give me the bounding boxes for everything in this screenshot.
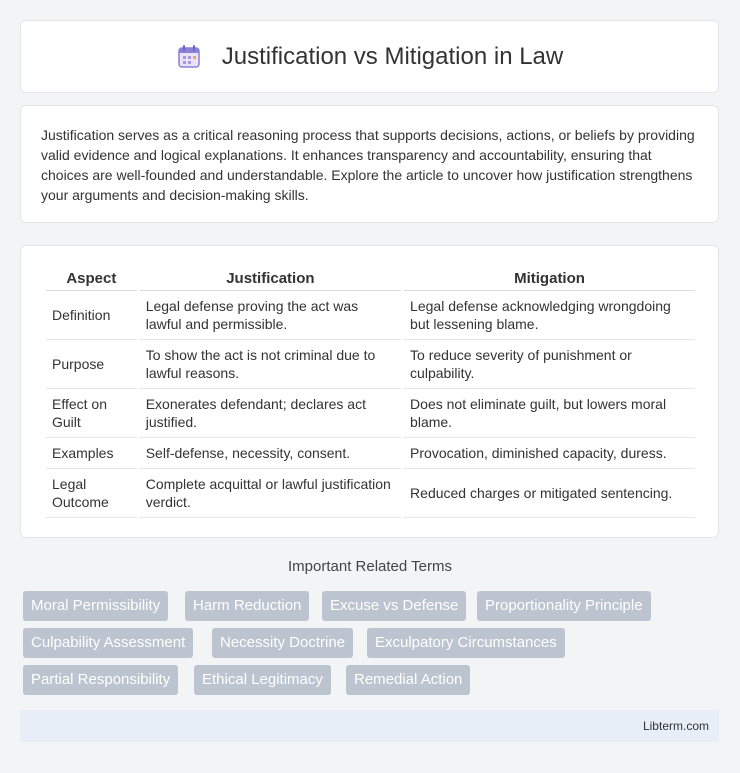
table-header-row xyxy=(46,266,695,291)
footer-site-link[interactable]: Libterm.com xyxy=(642,719,709,733)
intro-text: Justification serves as a critical reasoning process that supports decisions, actions, or beliefs by providing valid evidence and logical explanations. It enhances transparency and accountability, ensuring that choices are well-founded and understandable. Explore the article to uncover how justification strengthens your arguments and decision-making skills. xyxy=(41,127,695,203)
table-row xyxy=(46,389,695,438)
table-row xyxy=(46,291,695,340)
row-mitigation: Provocation, diminished capacity, duress. xyxy=(404,438,695,469)
tag-harm-reduction[interactable]: Harm Reduction xyxy=(185,591,309,621)
row-aspect: Examples xyxy=(46,438,137,469)
page-title: Justification vs Mitigation in Law xyxy=(221,42,564,70)
header-aspect: Aspect xyxy=(46,266,137,291)
table-row xyxy=(46,469,695,518)
row-mitigation: To reduce severity of punishment or culpability. xyxy=(404,340,695,389)
row-justification: Complete acquittal or lawful justification verdict. xyxy=(140,469,401,518)
tag-partial-responsibility[interactable]: Partial Responsibility xyxy=(23,665,178,695)
row-mitigation: Does not eliminate guilt, but lowers moral blame. xyxy=(404,389,695,438)
tag-ethical-legitimacy[interactable]: Ethical Legitimacy xyxy=(194,665,331,695)
intro-card xyxy=(20,105,719,223)
row-justification: To show the act is not criminal due to lawful reasons. xyxy=(140,340,401,389)
row-justification: Legal defense proving the act was lawful and permissible. xyxy=(140,291,401,340)
comparison-table xyxy=(43,266,698,518)
row-aspect: Legal Outcome xyxy=(46,469,137,518)
table-row xyxy=(46,340,695,389)
row-aspect: Effect on Guilt xyxy=(46,389,137,438)
row-justification: Self-defense, necessity, consent. xyxy=(140,438,401,469)
footer xyxy=(20,710,719,742)
row-aspect: Definition xyxy=(46,291,137,340)
comparison-table-card xyxy=(20,245,719,538)
tag-proportionality-principle[interactable]: Proportionality Principle xyxy=(477,591,651,621)
related-terms-title: Important Related Terms xyxy=(288,558,452,575)
tag-moral-permissibility[interactable]: Moral Permissibility xyxy=(23,591,168,621)
header-card xyxy=(20,20,719,93)
tag-remedial-action[interactable]: Remedial Action xyxy=(346,665,470,695)
row-mitigation: Reduced charges or mitigated sentencing. xyxy=(404,469,695,518)
row-aspect: Purpose xyxy=(46,340,137,389)
tag-exculpatory-circumstances[interactable]: Exculpatory Circumstances xyxy=(367,628,565,658)
tag-culpability-assessment[interactable]: Culpability Assessment xyxy=(23,628,193,658)
row-justification: Exonerates defendant; declares act justified. xyxy=(140,389,401,438)
tag-necessity-doctrine[interactable]: Necessity Doctrine xyxy=(212,628,353,658)
row-mitigation: Legal defense acknowledging wrongdoing but lessening blame. xyxy=(404,291,695,340)
header-justification: Justification xyxy=(140,266,401,291)
table-row xyxy=(46,438,695,469)
calendar-icon xyxy=(176,44,202,70)
tag-excuse-vs-defense[interactable]: Excuse vs Defense xyxy=(322,591,466,621)
header-mitigation: Mitigation xyxy=(404,266,695,291)
